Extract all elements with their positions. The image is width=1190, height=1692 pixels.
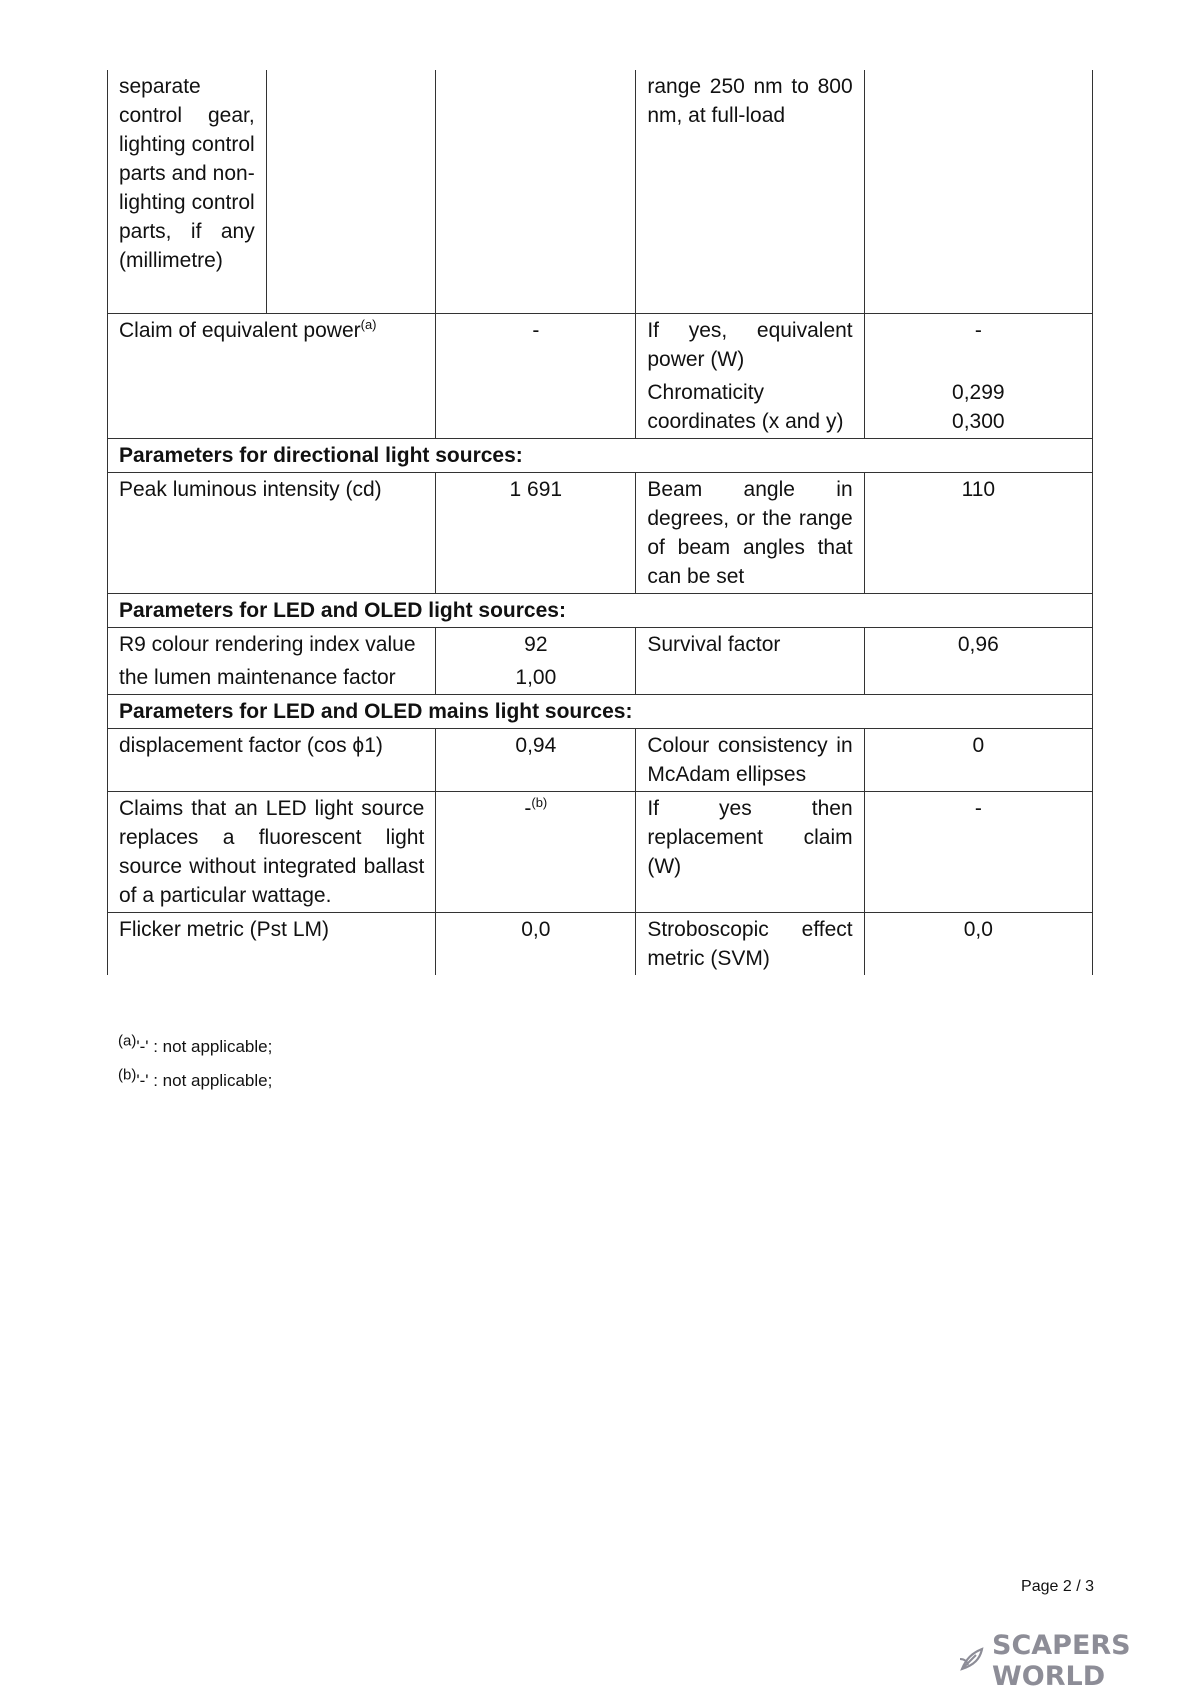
replacement-value-cell: - (864, 791, 1092, 912)
claims-value-cell (436, 791, 636, 912)
footnote-ref-a: (a) (360, 316, 377, 332)
table-row (108, 791, 1093, 912)
watermark-text: SCAPERS WORLD (992, 1630, 1131, 1692)
footnote-mark: (b) (118, 1066, 137, 1084)
chroma-empty-cell (436, 376, 636, 439)
table-row (108, 627, 1093, 661)
footnote-text: '-' : not applicable; (136, 1037, 273, 1056)
section-row (108, 694, 1093, 728)
footnote-text: '-' : not applicable; (136, 1071, 273, 1090)
section-heading-mains: Parameters for LED and OLED mains light sources: (108, 694, 1093, 728)
stroboscopic-value-cell: 0,0 (864, 912, 1092, 975)
eqpower-yes-value-cell: - (864, 313, 1092, 376)
chroma-x-value: 0,299 (952, 380, 1005, 404)
displacement-label-cell: displacement factor (cos ϕ1) (108, 728, 436, 791)
footnote-ref-b: (b) (531, 794, 548, 810)
page-number: Page 2 / 3 (1021, 1578, 1094, 1595)
dimensions-sub-cell (266, 70, 436, 313)
peak-value-cell: 1 691 (436, 472, 636, 593)
footnote-a (118, 1030, 272, 1064)
leaf-icon (958, 1645, 986, 1678)
chroma-label-cell: Chromaticity coordinates (x and y) (636, 376, 864, 439)
chroma-y-value: 0,300 (952, 409, 1005, 433)
section-heading-led: Parameters for LED and OLED light sources: (108, 593, 1093, 627)
colour-consistency-label-cell: Colour consistency in McAdam ellipses (636, 728, 864, 791)
survival-value-cell: 0,96 (864, 627, 1092, 694)
peak-label-cell: Peak luminous intensity (cd) (108, 472, 436, 593)
table-row (108, 912, 1093, 975)
chroma-value-cell (864, 376, 1092, 439)
r9-value-cell: 92 (436, 627, 636, 661)
flicker-label-cell: Flicker metric (Pst LM) (108, 912, 436, 975)
footnote-b (118, 1064, 272, 1098)
eqpower-label: Claim of equivalent power (119, 318, 361, 342)
table-row (108, 728, 1093, 791)
lumen-value-cell: 1,00 (436, 661, 636, 695)
colour-consistency-value-cell: 0 (864, 728, 1092, 791)
spectrum-label-cell: range 250 nm to 800 nm, at full-load (636, 70, 864, 313)
beam-label-cell: Beam angle in degrees, or the range of beam angles that can be set (636, 472, 864, 593)
table-row (108, 313, 1093, 376)
r9-label-cell: R9 colour rendering index value (108, 627, 436, 661)
section-row (108, 593, 1093, 627)
footnote-mark: (a) (118, 1032, 137, 1050)
beam-value-cell: 110 (864, 472, 1092, 593)
section-heading-directional: Parameters for directional light sources: (108, 438, 1093, 472)
lumen-label-cell: the lumen maintenance factor (108, 661, 436, 695)
spectrum-value-cell (864, 70, 1092, 313)
eqpower-label-cell (108, 313, 436, 438)
table-row (108, 70, 1093, 313)
section-row (108, 438, 1093, 472)
footnotes (118, 1030, 272, 1098)
dimensions-value-cell (436, 70, 636, 313)
eqpower-yes-label-cell: If yes, equivalent power (W) (636, 313, 864, 376)
parameters-table (107, 70, 1093, 975)
claims-value: - (524, 796, 532, 820)
flicker-value-cell: 0,0 (436, 912, 636, 975)
claims-label-cell: Claims that an LED light source replaces a fluorescent light source without integrated ballast of a particular wattage. (108, 791, 436, 912)
survival-label-cell: Survival factor (636, 627, 864, 694)
dimensions-label-cell: separate control gear, lighting control parts and non-lighting control parts, if any (millimetre) (108, 70, 267, 313)
replacement-label-cell: If yes then replacement claim (W) (636, 791, 864, 912)
stroboscopic-label-cell: Stroboscopic effect metric (SVM) (636, 912, 864, 975)
displacement-value-cell: 0,94 (436, 728, 636, 791)
eqpower-value-cell: - (436, 313, 636, 376)
table-row (108, 472, 1093, 593)
